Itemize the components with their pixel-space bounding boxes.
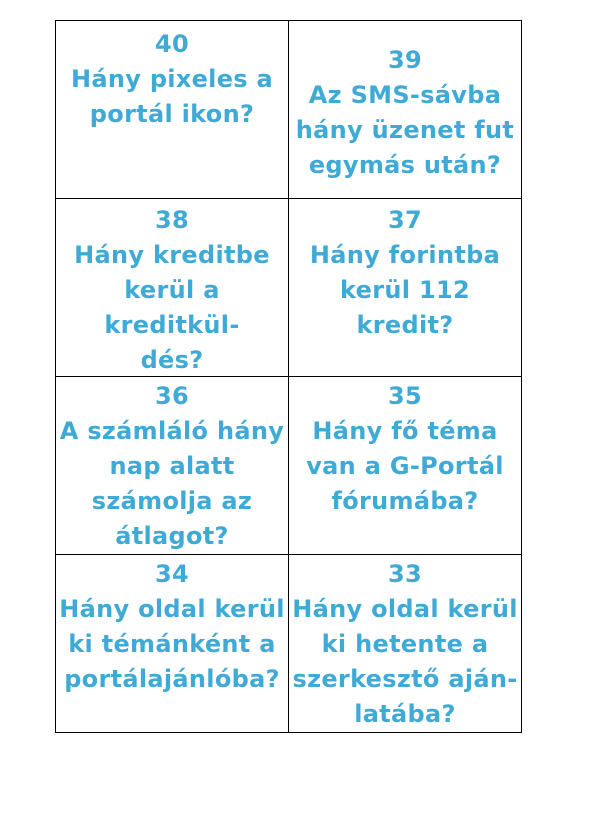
question-line: kerül 112 kredit? bbox=[340, 276, 470, 339]
question-line: szerkesztő aján- bbox=[292, 665, 518, 693]
quiz-card-40 bbox=[56, 21, 289, 199]
card-number: 38 bbox=[155, 206, 189, 234]
question-line: Hány pixeles a bbox=[70, 65, 274, 93]
quiz-card-36 bbox=[56, 377, 289, 555]
question-line: Hány fő téma bbox=[312, 417, 498, 445]
question-line: nap alatt bbox=[109, 452, 235, 480]
question-line: Hány oldal kerül bbox=[292, 595, 518, 623]
question-line: Hány oldal kerül bbox=[59, 595, 285, 623]
question-line: számolja az bbox=[91, 487, 253, 515]
question-line: egymás után? bbox=[308, 151, 502, 179]
quiz-card-34 bbox=[56, 555, 289, 733]
question-line: Hány forintba bbox=[309, 241, 501, 269]
question-line: dés? bbox=[140, 346, 204, 374]
question-line: portálajánlóba? bbox=[64, 665, 280, 693]
quiz-card-37 bbox=[289, 199, 522, 377]
question-line: Hány kreditbe bbox=[74, 241, 270, 269]
question-line: latába? bbox=[354, 700, 456, 728]
question-line: fórumába? bbox=[331, 487, 479, 515]
card-number: 35 bbox=[388, 382, 422, 410]
quiz-card-grid bbox=[55, 20, 522, 733]
quiz-card-39 bbox=[289, 21, 522, 199]
quiz-card-35 bbox=[289, 377, 522, 555]
question-line: ki témánként a bbox=[68, 630, 276, 658]
question-line: ki hetente a bbox=[321, 630, 489, 658]
card-number: 33 bbox=[388, 560, 422, 588]
quiz-card-38 bbox=[56, 199, 289, 377]
question-line: van a G-Portál bbox=[306, 452, 504, 480]
question-line: hány üzenet fut bbox=[295, 116, 515, 144]
card-number: 40 bbox=[155, 30, 189, 58]
card-number: 34 bbox=[155, 560, 189, 588]
question-line: kerül a kreditkül- bbox=[104, 276, 240, 339]
question-line: A számláló hány bbox=[59, 417, 285, 445]
card-number: 36 bbox=[155, 382, 189, 410]
quiz-card-33 bbox=[289, 555, 522, 733]
question-line: átlagot? bbox=[115, 522, 229, 550]
card-number: 39 bbox=[388, 46, 422, 74]
question-line: portál ikon? bbox=[89, 100, 255, 128]
card-number: 37 bbox=[388, 206, 422, 234]
question-line: Az SMS-sávba bbox=[308, 81, 502, 109]
